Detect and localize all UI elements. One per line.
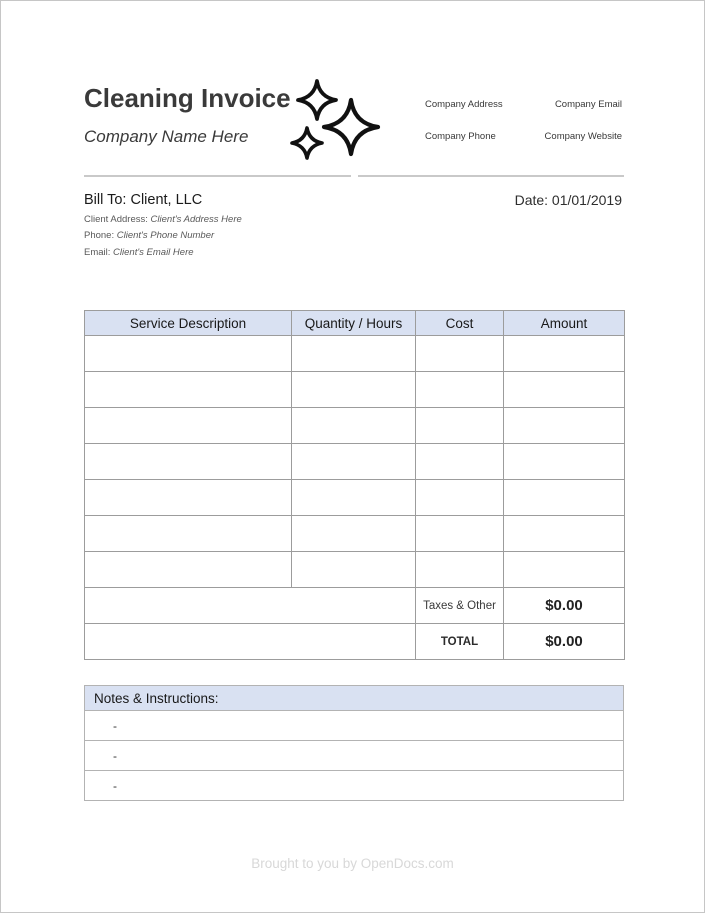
column-header-service-description: Service Description xyxy=(85,311,292,336)
taxes-row xyxy=(85,588,625,624)
quantity-cell xyxy=(292,480,416,516)
service-description-cell xyxy=(85,516,292,552)
service-description-cell xyxy=(85,480,292,516)
column-header-amount: Amount xyxy=(504,311,625,336)
cost-cell xyxy=(416,408,504,444)
amount-cell xyxy=(504,372,625,408)
quantity-cell xyxy=(292,372,416,408)
column-header-cost: Cost xyxy=(416,311,504,336)
cost-cell xyxy=(416,480,504,516)
notes-table xyxy=(84,685,624,801)
invoice-table xyxy=(84,310,625,660)
footer-credit: Brought to you by OpenDocs.com xyxy=(251,856,454,871)
header-divider-left xyxy=(84,175,351,177)
quantity-cell xyxy=(292,408,416,444)
amount-cell xyxy=(504,480,625,516)
client-phone-value: Client's Phone Number xyxy=(116,230,215,241)
service-description-cell xyxy=(85,444,292,480)
taxes-label: Taxes & Other xyxy=(416,588,504,624)
company-name: Company Name Here xyxy=(84,127,249,146)
service-description-cell xyxy=(85,372,292,408)
amount-cell xyxy=(504,336,625,372)
cost-cell xyxy=(416,372,504,408)
client-address-value: Client's Address Here xyxy=(150,214,242,225)
cost-cell xyxy=(416,552,504,588)
client-email-line xyxy=(84,247,194,258)
summary-spacer-cell xyxy=(85,588,416,624)
total-row xyxy=(85,624,625,660)
client-address-label: Client Address: xyxy=(84,214,148,225)
cost-cell xyxy=(416,336,504,372)
amount-cell xyxy=(504,408,625,444)
invoice-row xyxy=(85,372,625,408)
company-address-field: Company Address xyxy=(425,99,503,110)
sparkles-icon xyxy=(288,77,382,168)
invoice-date: Date: 01/01/2019 xyxy=(514,192,622,208)
quantity-cell xyxy=(292,336,416,372)
amount-cell xyxy=(504,444,625,480)
invoice-table-header-row xyxy=(85,311,625,336)
column-header-quantity-hours: Quantity / Hours xyxy=(292,311,416,336)
cost-cell xyxy=(416,444,504,480)
note-item: - xyxy=(85,741,624,771)
note-row xyxy=(85,771,624,801)
service-description-cell xyxy=(85,408,292,444)
company-phone-field: Company Phone xyxy=(425,131,496,142)
quantity-cell xyxy=(292,516,416,552)
notes-header-row xyxy=(85,686,624,711)
note-row xyxy=(85,711,624,741)
company-website-field: Company Website xyxy=(544,131,622,142)
client-email-label: Email: xyxy=(84,247,111,258)
bill-to-heading: Bill To: Client, LLC xyxy=(84,192,203,208)
client-email-value: Client's Email Here xyxy=(113,247,194,258)
client-phone-line xyxy=(84,230,214,241)
service-description-cell xyxy=(85,336,292,372)
notes-heading: Notes & Instructions: xyxy=(85,686,624,711)
taxes-amount: $0.00 xyxy=(504,588,625,624)
amount-cell xyxy=(504,516,625,552)
amount-cell xyxy=(504,552,625,588)
quantity-cell xyxy=(292,444,416,480)
cost-cell xyxy=(416,516,504,552)
summary-spacer-cell xyxy=(85,624,416,660)
header-divider-right xyxy=(358,175,624,177)
total-amount: $0.00 xyxy=(504,624,625,660)
service-description-cell xyxy=(85,552,292,588)
invoice-row xyxy=(85,408,625,444)
quantity-cell xyxy=(292,552,416,588)
invoice-row xyxy=(85,444,625,480)
invoice-row xyxy=(85,516,625,552)
company-email-field: Company Email xyxy=(554,99,622,110)
page-title: Cleaning Invoice xyxy=(84,83,291,113)
invoice-row xyxy=(85,480,625,516)
total-label: TOTAL xyxy=(416,624,504,660)
invoice-row xyxy=(85,552,625,588)
client-address-line xyxy=(84,214,242,225)
client-phone-label: Phone: xyxy=(84,230,115,241)
note-item: - xyxy=(85,711,624,741)
note-row xyxy=(85,741,624,771)
invoice-row xyxy=(85,336,625,372)
note-item: - xyxy=(85,771,624,801)
